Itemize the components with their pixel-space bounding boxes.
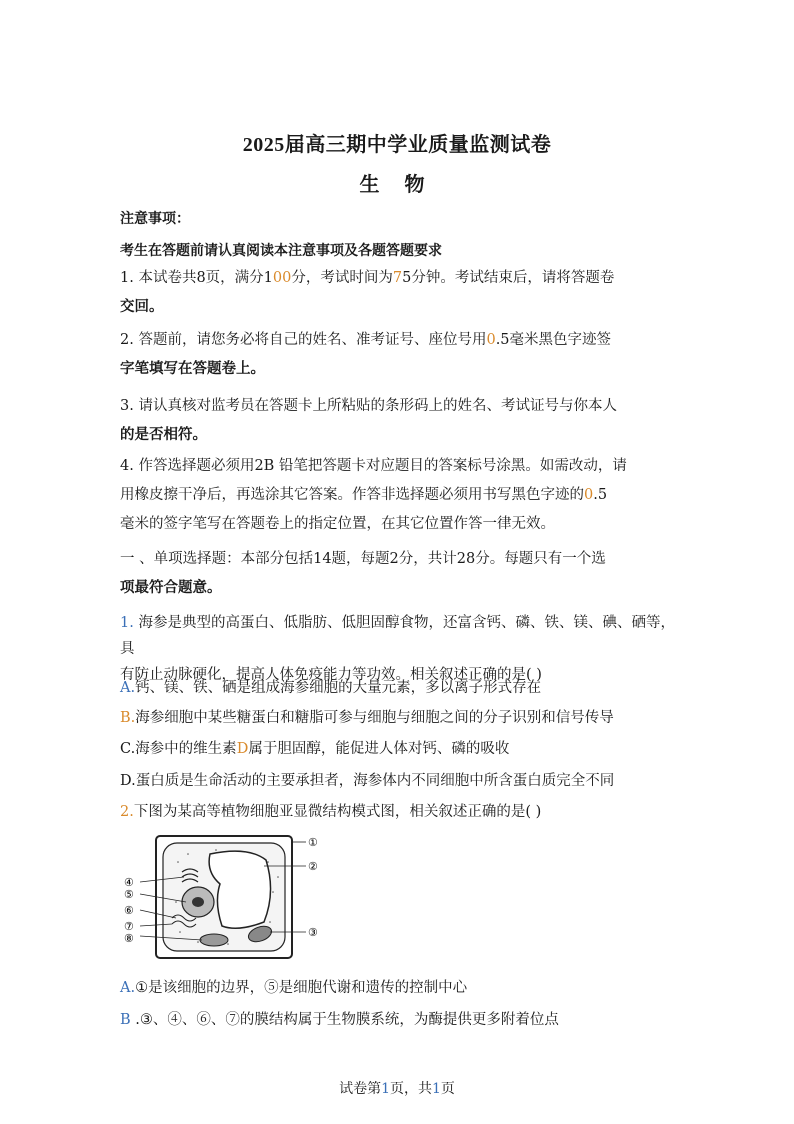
- notice-3: 3. 请认真核对监考员在答题卡上所粘贴的条形码上的姓名、考试证号与你本人 的是否相符。: [120, 398, 617, 443]
- q1-option-c: C.海参中的维生素D属于胆固醇，能促进人体对钙、磷的吸收: [120, 741, 510, 757]
- exam-title: 2025届高三期中学业质量监测试卷: [242, 134, 552, 156]
- q1-option-d: D.蛋白质是生命活动的主要承担者，海参体内不同细胞中所含蛋白质完全不同: [120, 773, 615, 789]
- figure-label: ⑥: [124, 904, 134, 917]
- figure-label: ①: [308, 836, 318, 849]
- figure-label: ⑦: [124, 920, 134, 933]
- question-1-stem: 1. 海参是典型的高蛋白、低脂肪、低胆固醇食物，还富含钙、磷、铁、镁、碘、硒等，具 有防止动脉硬化，提高人体免疫能力等功效。相关叙述正确的是( ): [120, 615, 675, 683]
- section-heading: 一 、单项选择题：本部分包括14题，每题2分，共计28分。每题只有一个选 项最符合题意。: [120, 551, 606, 596]
- page-footer: 试卷第1页，共1页: [339, 1081, 455, 1097]
- mitochondrion: [200, 934, 228, 946]
- subject-title: 生 物: [359, 174, 435, 196]
- q1-option-b: B.海参细胞中某些糖蛋白和糖脂可参与细胞与细胞之间的分子识别和信号传导: [120, 710, 614, 726]
- notice-2: 2. 答题前，请您务必将自己的姓名、准考证号、座位号用0.5毫米黑色字迹签 字笔填写在答题卷上。: [120, 332, 612, 377]
- nucleolus: [192, 897, 204, 907]
- question-2-stem: 2.下图为某高等植物细胞亚显微结构模式图，相关叙述正确的是( ): [120, 804, 542, 820]
- figure-label: ②: [308, 860, 318, 873]
- plant-cell-diagram: [118, 832, 324, 964]
- notice-subheading: 考生在答题前请认真阅读本注意事项及各题答题要求: [120, 243, 442, 259]
- q2-option-a: A.①是该细胞的边界，⑤是细胞代谢和遗传的控制中心: [120, 980, 468, 996]
- notice-1: 1. 本试卷共8页，满分100分，考试时间为75分钟。考试结束后，请将答题卷 交回。: [120, 270, 615, 315]
- figure-label: ③: [308, 926, 318, 939]
- notice-heading: 注意事项：: [120, 211, 190, 227]
- figure-label: ⑤: [124, 888, 134, 901]
- figure-label: ⑧: [124, 932, 134, 945]
- q1-option-a: A.钙、镁、铁、硒是组成海参细胞的大量元素，多以离子形式存在: [120, 680, 542, 696]
- notice-4: 4. 作答选择题必须用2B 铅笔把答题卡对应题目的答案标号涂黑。如需改动，请 用橡皮擦干净后，再选涂其它答案。作答非选择题必须用书写黑色字迹的0.5 毫米的签字笔写在答题卷上的指定位置，在其它位置作答一律无效。: [120, 458, 627, 532]
- q2-option-b: B .③、④、⑥、⑦的膜结构属于生物膜系统，为酶提供更多附着位点: [120, 1012, 559, 1028]
- figure-label: ④: [124, 876, 134, 889]
